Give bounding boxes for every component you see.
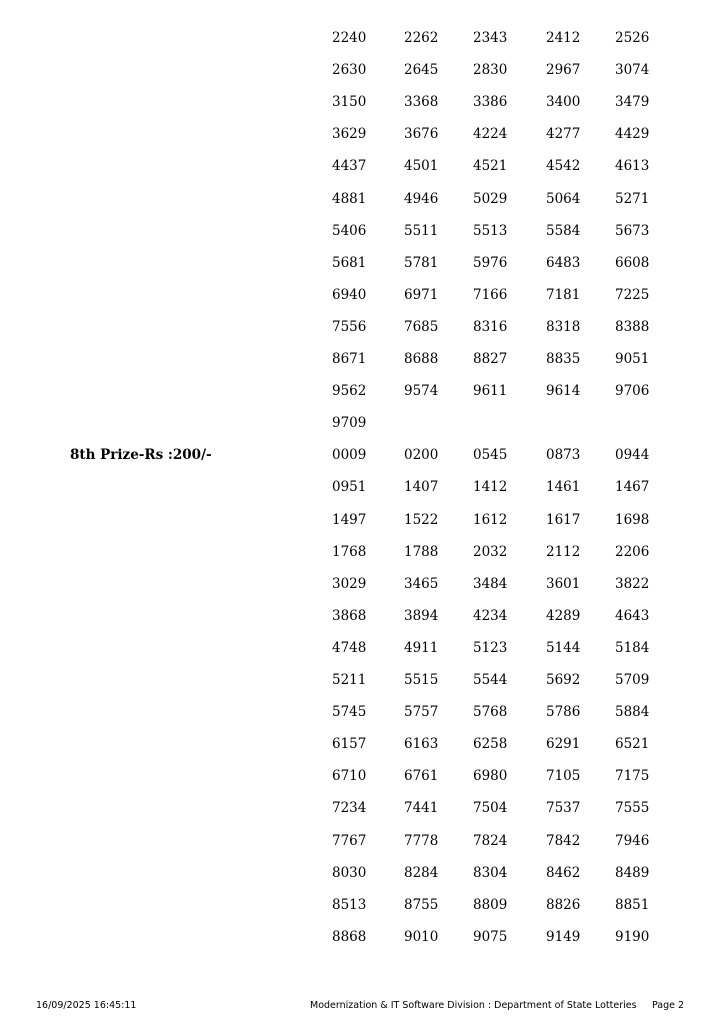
ticket-number: 3029 xyxy=(332,575,367,592)
ticket-number: 8851 xyxy=(615,896,650,913)
ticket-number: 3676 xyxy=(404,126,439,143)
ticket-number: 4911 xyxy=(404,639,439,656)
ticket-number: 2112 xyxy=(546,543,581,560)
number-row xyxy=(0,28,724,60)
ticket-number: 3601 xyxy=(546,575,581,592)
ticket-number: 6980 xyxy=(473,768,508,785)
ticket-number: 7555 xyxy=(615,800,650,817)
number-row xyxy=(0,60,724,92)
ticket-number: 2343 xyxy=(473,30,508,46)
ticket-number: 7824 xyxy=(473,832,508,849)
ticket-number: 1768 xyxy=(332,543,367,560)
ticket-number: 5144 xyxy=(546,639,581,656)
ticket-number: 1617 xyxy=(546,511,581,528)
ticket-number: 7767 xyxy=(332,832,367,849)
ticket-number: 8284 xyxy=(404,864,439,881)
ticket-number: 2526 xyxy=(615,30,650,46)
ticket-number: 8304 xyxy=(473,864,508,881)
ticket-number: 0951 xyxy=(332,479,367,496)
ticket-number: 6258 xyxy=(473,736,508,753)
number-row xyxy=(0,285,724,317)
ticket-number: 8809 xyxy=(473,896,508,913)
ticket-number: 8671 xyxy=(332,351,367,367)
number-row xyxy=(0,670,724,702)
ticket-number: 9614 xyxy=(546,383,581,400)
number-row xyxy=(0,766,724,798)
ticket-number: 5976 xyxy=(473,254,508,271)
ticket-number: 7105 xyxy=(546,768,581,785)
footer-division: Modernization & IT Software Division : Department of State Lotteries xyxy=(310,1000,637,1011)
number-row xyxy=(0,895,724,927)
ticket-number: 7778 xyxy=(404,832,439,849)
ticket-number: 4542 xyxy=(546,158,581,175)
ticket-number: 1522 xyxy=(404,511,439,528)
ticket-number: 3386 xyxy=(473,94,508,111)
ticket-number: 5123 xyxy=(473,639,508,656)
number-row xyxy=(0,124,724,156)
ticket-number: 4881 xyxy=(332,190,367,207)
ticket-number: 5768 xyxy=(473,704,508,721)
ticket-number: 7181 xyxy=(546,286,581,303)
ticket-number: 3368 xyxy=(404,94,439,111)
ticket-number: 3465 xyxy=(404,575,439,592)
number-row xyxy=(0,638,724,670)
ticket-number: 9611 xyxy=(473,383,508,400)
ticket-number: 1698 xyxy=(615,511,650,528)
ticket-number: 1467 xyxy=(615,479,650,496)
ticket-number: 5709 xyxy=(615,672,650,688)
ticket-number: 6163 xyxy=(404,736,439,753)
ticket-number: 0944 xyxy=(615,447,650,464)
number-row xyxy=(0,253,724,285)
ticket-number: 5029 xyxy=(473,190,508,207)
ticket-number: 7685 xyxy=(404,318,439,335)
number-row xyxy=(0,574,724,606)
ticket-number: 9709 xyxy=(332,415,367,432)
ticket-number: 7441 xyxy=(404,800,439,817)
ticket-number: 9190 xyxy=(615,928,650,945)
ticket-number: 2032 xyxy=(473,543,508,560)
ticket-number: 3400 xyxy=(546,94,581,111)
ticket-number: 8316 xyxy=(473,318,508,335)
ticket-number: 4521 xyxy=(473,158,508,175)
ticket-number: 7175 xyxy=(615,768,650,785)
ticket-number: 2240 xyxy=(332,30,367,46)
ticket-number: 7842 xyxy=(546,832,581,849)
ticket-number: 8688 xyxy=(404,351,439,367)
ticket-number: 3484 xyxy=(473,575,508,592)
ticket-number: 4613 xyxy=(615,158,650,175)
ticket-number: 8868 xyxy=(332,928,367,945)
ticket-number: 6608 xyxy=(615,254,650,271)
ticket-number: 5757 xyxy=(404,704,439,721)
ticket-number: 3894 xyxy=(404,607,439,624)
ticket-number: 4643 xyxy=(615,607,650,624)
ticket-number: 3150 xyxy=(332,94,367,111)
ticket-number: 6157 xyxy=(332,736,367,753)
number-row xyxy=(0,734,724,766)
ticket-number: 2967 xyxy=(546,62,581,79)
ticket-number: 8462 xyxy=(546,864,581,881)
number-row xyxy=(0,542,724,574)
number-row xyxy=(0,606,724,638)
ticket-number: 8826 xyxy=(546,896,581,913)
ticket-number: 1412 xyxy=(473,479,508,496)
ticket-number: 6521 xyxy=(615,736,650,753)
ticket-number: 5406 xyxy=(332,222,367,239)
ticket-number: 6971 xyxy=(404,286,439,303)
ticket-number: 3868 xyxy=(332,607,367,624)
ticket-number: 4437 xyxy=(332,158,367,175)
ticket-number: 0873 xyxy=(546,447,581,464)
ticket-number: 5781 xyxy=(404,254,439,271)
number-row xyxy=(0,413,724,445)
number-row xyxy=(0,798,724,830)
ticket-number: 9051 xyxy=(615,351,650,367)
ticket-number: 9706 xyxy=(615,383,650,400)
ticket-number: 1788 xyxy=(404,543,439,560)
ticket-number: 6483 xyxy=(546,254,581,271)
ticket-number: 4748 xyxy=(332,639,367,656)
ticket-number: 3479 xyxy=(615,94,650,111)
footer-timestamp: 16/09/2025 16:45:11 xyxy=(36,1000,137,1011)
ticket-number: 8835 xyxy=(546,351,581,367)
ticket-number: 9010 xyxy=(404,928,439,945)
prize-heading: 8th Prize-Rs :200/- xyxy=(70,447,212,464)
number-row xyxy=(0,349,724,381)
ticket-number: 5211 xyxy=(332,672,367,688)
ticket-number: 9574 xyxy=(404,383,439,400)
ticket-number: 1461 xyxy=(546,479,581,496)
ticket-number: 3822 xyxy=(615,575,650,592)
ticket-number: 4234 xyxy=(473,607,508,624)
ticket-number: 5584 xyxy=(546,222,581,239)
ticket-number: 8489 xyxy=(615,864,650,881)
ticket-number: 2630 xyxy=(332,62,367,79)
number-row xyxy=(0,92,724,124)
ticket-number: 7537 xyxy=(546,800,581,817)
number-row xyxy=(0,702,724,734)
ticket-number: 5884 xyxy=(615,704,650,721)
number-row xyxy=(0,317,724,349)
ticket-number: 5544 xyxy=(473,672,508,688)
ticket-number: 1407 xyxy=(404,479,439,496)
ticket-number: 0200 xyxy=(404,447,439,464)
ticket-number: 1612 xyxy=(473,511,508,528)
ticket-number: 2262 xyxy=(404,30,439,46)
number-row xyxy=(0,381,724,413)
ticket-number: 4501 xyxy=(404,158,439,175)
number-row xyxy=(0,927,724,959)
ticket-number: 8827 xyxy=(473,351,508,367)
number-row xyxy=(0,831,724,863)
ticket-number: 7225 xyxy=(615,286,650,303)
ticket-number: 9075 xyxy=(473,928,508,945)
ticket-number: 7234 xyxy=(332,800,367,817)
ticket-number: 4429 xyxy=(615,126,650,143)
ticket-number: 5786 xyxy=(546,704,581,721)
ticket-number: 0009 xyxy=(332,447,367,464)
number-row xyxy=(0,863,724,895)
ticket-number: 5515 xyxy=(404,672,439,688)
ticket-number: 4277 xyxy=(546,126,581,143)
ticket-number: 5064 xyxy=(546,190,581,207)
ticket-number: 9149 xyxy=(546,928,581,945)
ticket-number: 8388 xyxy=(615,318,650,335)
number-row xyxy=(0,189,724,221)
number-row xyxy=(0,477,724,509)
ticket-number: 6761 xyxy=(404,768,439,785)
ticket-number: 5271 xyxy=(615,190,650,207)
ticket-number: 2412 xyxy=(546,30,581,46)
ticket-number: 7166 xyxy=(473,286,508,303)
ticket-number: 6291 xyxy=(546,736,581,753)
ticket-number: 3629 xyxy=(332,126,367,143)
ticket-number: 5184 xyxy=(615,639,650,656)
ticket-number: 7556 xyxy=(332,318,367,335)
ticket-number: 5513 xyxy=(473,222,508,239)
ticket-number: 7946 xyxy=(615,832,650,849)
ticket-number: 3074 xyxy=(615,62,650,79)
ticket-number: 5511 xyxy=(404,222,439,239)
ticket-number: 2206 xyxy=(615,543,650,560)
ticket-number: 2645 xyxy=(404,62,439,79)
number-row xyxy=(0,510,724,542)
number-row xyxy=(0,156,724,188)
footer-page-number: Page 2 xyxy=(652,1000,685,1011)
number-row xyxy=(0,445,724,477)
ticket-number: 2830 xyxy=(473,62,508,79)
ticket-number: 6710 xyxy=(332,768,367,785)
ticket-number: 8513 xyxy=(332,896,367,913)
ticket-number: 4224 xyxy=(473,126,508,143)
ticket-number: 5681 xyxy=(332,254,367,271)
ticket-number: 5745 xyxy=(332,704,367,721)
ticket-number: 8030 xyxy=(332,864,367,881)
ticket-number: 7504 xyxy=(473,800,508,817)
ticket-number: 0545 xyxy=(473,447,508,464)
number-row xyxy=(0,221,724,253)
ticket-number: 6940 xyxy=(332,286,367,303)
ticket-number: 9562 xyxy=(332,383,367,400)
ticket-number: 5673 xyxy=(615,222,650,239)
ticket-number: 4289 xyxy=(546,607,581,624)
ticket-number: 8318 xyxy=(546,318,581,335)
ticket-number: 5692 xyxy=(546,672,581,688)
ticket-number: 4946 xyxy=(404,190,439,207)
ticket-number: 1497 xyxy=(332,511,367,528)
ticket-number: 8755 xyxy=(404,896,439,913)
